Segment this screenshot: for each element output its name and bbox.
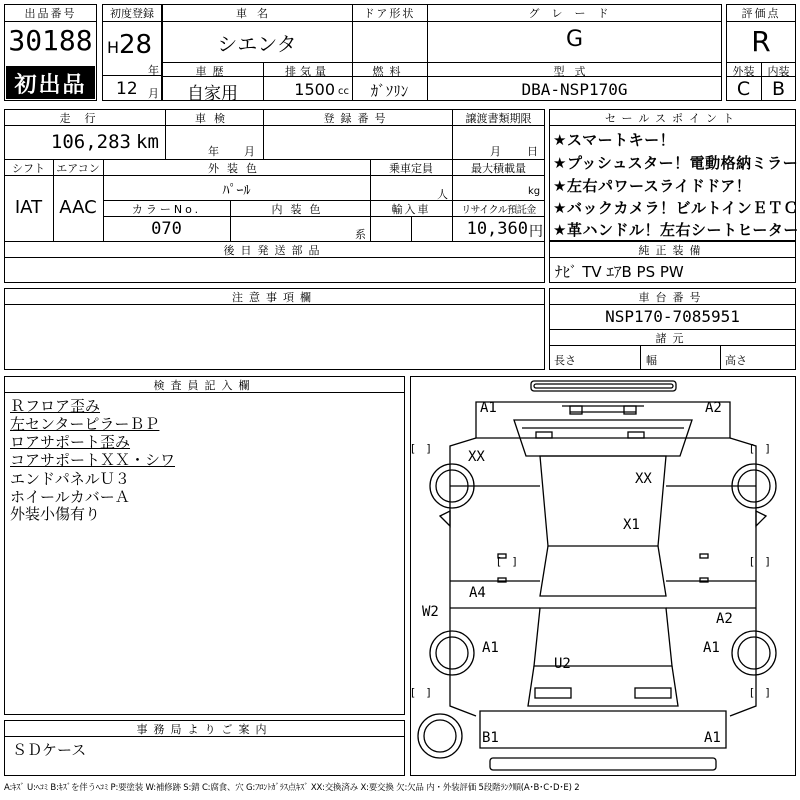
grade-label: グレード bbox=[528, 7, 621, 20]
door-label: ドア形状 bbox=[363, 7, 416, 20]
shift: IAT bbox=[14, 197, 43, 218]
bracket-marker: [ ] bbox=[750, 442, 770, 455]
inspector-note: エンドパネルＵ３ bbox=[10, 470, 130, 488]
sales-point: ★左右パワースライドドア！ bbox=[553, 177, 752, 195]
history-label: 車歴 bbox=[195, 65, 230, 78]
inspector-note: コアサポートＸＸ・シワ bbox=[10, 451, 176, 469]
bracket-marker: [ ] bbox=[411, 686, 431, 699]
chassis-number: NSP170-7085951 bbox=[605, 307, 740, 326]
recycle-label: リサイクル預託金 bbox=[461, 205, 536, 216]
damage-mark: A1 bbox=[482, 640, 499, 656]
inspection-month-unit: 月 bbox=[244, 145, 255, 158]
month-unit: 月 bbox=[148, 87, 159, 100]
recycle: 10,360 bbox=[466, 219, 528, 239]
damage-mark: W2 bbox=[422, 604, 439, 620]
mileage-label: 走行 bbox=[59, 112, 110, 125]
inspector-note: ホイールカバーＡ bbox=[10, 488, 130, 506]
displacement-unit: cc bbox=[338, 86, 349, 97]
damage-mark: X1 bbox=[623, 517, 640, 533]
mileage-unit: km bbox=[136, 131, 159, 153]
inspector-label: 検査員記入欄 bbox=[153, 379, 256, 392]
lot-number: 30188 bbox=[8, 24, 93, 57]
era: H bbox=[107, 38, 120, 57]
mileage: 106,283 bbox=[50, 131, 131, 153]
exterior-label: 外装 bbox=[732, 65, 755, 78]
office-label: 事務局よりご案内 bbox=[136, 723, 273, 736]
plate-label: 登録番号 bbox=[323, 112, 392, 125]
ac: AAC bbox=[59, 197, 97, 218]
interior-score: B bbox=[771, 78, 786, 100]
int-color-unit: 系 bbox=[355, 228, 366, 241]
inspector-note: 外装小傷有り bbox=[10, 505, 101, 523]
registration-label: 初度登録 bbox=[110, 7, 154, 20]
damage-mark: U2 bbox=[554, 656, 571, 672]
car-name-label: 車名 bbox=[236, 7, 278, 20]
int-color-label: 内装色 bbox=[271, 203, 329, 216]
history: 自家用 bbox=[187, 84, 238, 104]
sales-points-label: セールスポイント bbox=[604, 112, 740, 125]
length-label: 長さ bbox=[554, 354, 576, 367]
damage-mark: A1 bbox=[703, 640, 720, 656]
model: DBA-NSP170G bbox=[521, 80, 628, 99]
bracket-marker: [ ] bbox=[750, 686, 770, 699]
load-label: 最大積載量 bbox=[471, 162, 526, 175]
ext-color-label: 外装色 bbox=[208, 162, 265, 175]
capacity-label: 乗車定員 bbox=[389, 162, 433, 175]
year-unit: 年 bbox=[148, 64, 159, 77]
inspection-year-unit: 年 bbox=[208, 145, 219, 158]
transfer-month-unit: 月 bbox=[490, 145, 501, 158]
color-no: 070 bbox=[151, 219, 182, 239]
damage-mark: A1 bbox=[480, 400, 497, 416]
ext-color: ﾊﾟｰﾙ bbox=[222, 183, 251, 199]
later-parts-label: 後日発送部品 bbox=[223, 244, 326, 257]
transfer-day-unit: 日 bbox=[527, 145, 538, 158]
fuel-label: 燃料 bbox=[372, 65, 407, 78]
capacity-unit: 人 bbox=[437, 188, 448, 201]
year: 28 bbox=[119, 30, 153, 60]
chassis-label: 車台番号 bbox=[638, 291, 707, 304]
damage-mark: XX bbox=[635, 471, 652, 487]
height-label: 高さ bbox=[725, 354, 747, 367]
damage-mark: A1 bbox=[704, 730, 721, 746]
car-diagram bbox=[410, 376, 796, 776]
bracket-marker: [ ] bbox=[497, 555, 517, 568]
notes-label: 注意事項欄 bbox=[232, 291, 317, 304]
damage-mark: B1 bbox=[482, 730, 499, 746]
score: R bbox=[751, 25, 771, 58]
office-value: ＳＤケース bbox=[12, 741, 87, 759]
first-listing-label: 初出品 bbox=[14, 73, 87, 98]
sales-point: ★バックカメラ！ビルトインＥＴＣ bbox=[553, 199, 799, 217]
shift-label: シフト bbox=[12, 162, 45, 175]
exterior-score: C bbox=[736, 78, 751, 100]
sales-point: ★プッシュスター！電動格納ミラー bbox=[553, 154, 799, 172]
score-label: 評価点 bbox=[741, 7, 781, 20]
ac-label: エアコン bbox=[56, 162, 100, 175]
bracket-marker: [ ] bbox=[411, 442, 431, 455]
damage-mark: A2 bbox=[705, 400, 722, 416]
damage-mark: A4 bbox=[469, 585, 486, 601]
recycle-unit: 円 bbox=[529, 224, 543, 240]
lot-label: 出品番号 bbox=[24, 7, 77, 20]
damage-mark: XX bbox=[468, 449, 485, 465]
inspection-label: 車検 bbox=[195, 112, 233, 125]
model-label: 型式 bbox=[553, 65, 596, 78]
sales-point: ★革ハンドル！左右シートヒーター bbox=[553, 221, 799, 239]
bracket-marker: [ ] bbox=[750, 555, 770, 568]
interior-label: 内装 bbox=[767, 65, 790, 78]
legend: A:ｷｽﾞ U:ﾍｺﾐ B:ｷｽﾞを伴うﾍｺﾐ P:要塗装 W:補修跡 S:錆 C:腐食、穴 G:ﾌﾛﾝﾄｶﾞﾗｽ点ｷｽﾞ XX:交換済み X:要交換 欠:欠品 内・外装評価 5段階ﾗﾝｸ順(A･B･C･D･E) 2 bbox=[4, 783, 580, 793]
displacement: 1500 bbox=[294, 80, 335, 99]
equipment-label: 純正装備 bbox=[638, 244, 707, 257]
color-no-label: カラーNo. bbox=[131, 203, 202, 216]
sales-point: ★スマートキー！ bbox=[553, 131, 676, 149]
inspector-note: 左センターピラーＢＰ bbox=[10, 415, 160, 433]
damage-mark: A2 bbox=[716, 611, 733, 627]
dims-label: 諸元 bbox=[655, 332, 690, 345]
car-name: シエンタ bbox=[217, 32, 297, 56]
inspector-note: ロアサポート歪み bbox=[10, 433, 131, 451]
import-label: 輸入車 bbox=[391, 203, 431, 216]
load-unit: kg bbox=[528, 186, 541, 197]
fuel: ｶﾞｿﾘﾝ bbox=[370, 82, 409, 100]
displacement-label: 排気量 bbox=[285, 65, 330, 78]
equipment-value: ﾅﾋﾞ TV ｴｱB PS PW bbox=[555, 263, 684, 281]
month: 12 bbox=[116, 79, 138, 99]
width-label: 幅 bbox=[646, 354, 657, 367]
transfer-label: 譲渡書類期限 bbox=[465, 112, 532, 125]
grade: G bbox=[565, 27, 584, 52]
inspector-note: Ｒフロア歪み bbox=[10, 397, 101, 415]
